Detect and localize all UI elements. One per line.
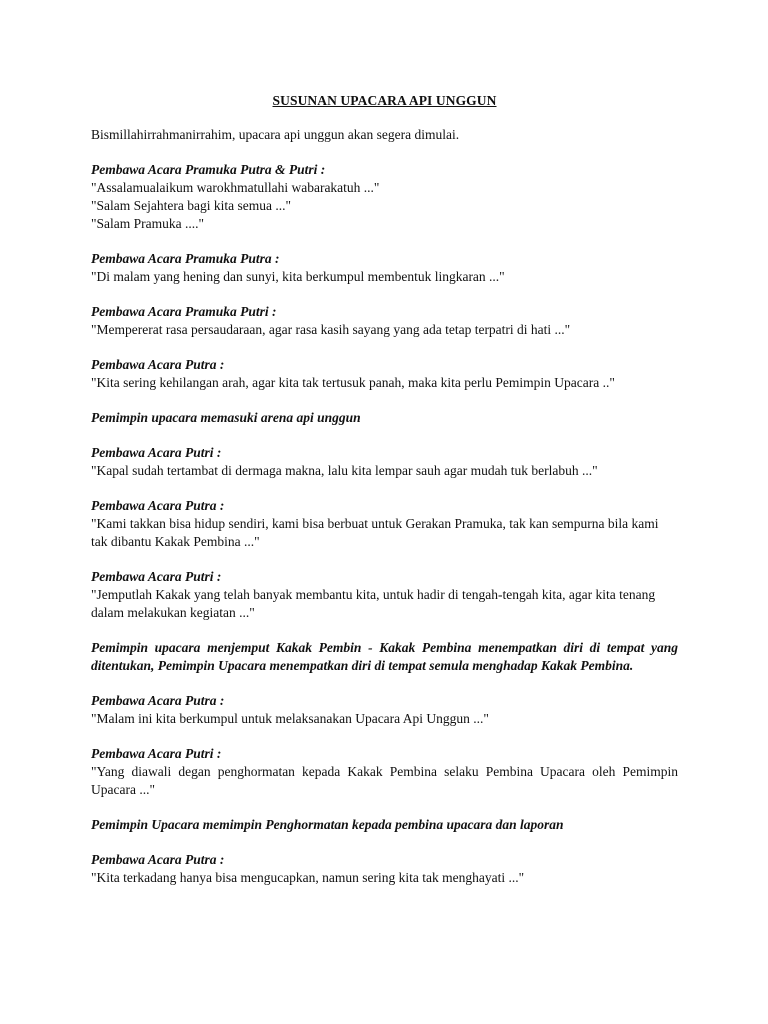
speech-line: "Yang diawali degan penghormatan kepada Kakak Pembina selaku Pembina Upacara oleh Pemimpin Upacara ..."	[91, 764, 678, 797]
speech-line: "Jemputlah Kakak yang telah banyak membantu kita, untuk hadir di tengah-tengah kita, agar kita tenang dalam melakukan kegiatan ..."	[91, 587, 656, 620]
intro-paragraph: Bismillahirrahmanirrahim, upacara api unggun akan segera dimulai.	[91, 127, 460, 142]
speech-block	[91, 692, 678, 728]
speech-line: "Kami takkan bisa hidup sendiri, kami bisa berbuat untuk Gerakan Pramuka, tak kan sempurna bila kami tak dibantu Kakak Pembina ..."	[91, 516, 659, 549]
speech-block	[91, 851, 678, 887]
speaker-label: Pembawa Acara Pramuka Putra :	[91, 251, 280, 266]
speaker-label: Pembawa Acara Pramuka Putri :	[91, 304, 277, 319]
stage-direction: Pemimpin upacara menjemput Kakak Pembin - Kakak Pembina menempatkan diri di tempat yang ditentukan, Pemimpin Upacara menempatkan diri di tempat semula menghadap Kakak Pembina.	[91, 640, 678, 673]
document-page	[91, 92, 678, 904]
speech-block	[91, 497, 678, 551]
speech-block	[91, 250, 678, 286]
document-title: SUSUNAN UPACARA API UNGGUN	[272, 93, 497, 108]
speech-line: "Mempererat rasa persaudaraan, agar rasa kasih sayang yang ada tetap terpatri di hati ..."	[91, 322, 571, 337]
speech-line: "Salam Sejahtera bagi kita semua ..."	[91, 198, 291, 213]
speech-block	[91, 161, 678, 233]
speaker-label: Pembawa Acara Putri :	[91, 746, 222, 761]
stage-direction: Pemimpin upacara memasuki arena api unggun	[91, 410, 361, 425]
speech-block	[91, 303, 678, 339]
speech-line: "Kita terkadang hanya bisa mengucapkan, namun sering kita tak menghayati ..."	[91, 870, 525, 885]
speaker-label: Pembawa Acara Pramuka Putra & Putri :	[91, 162, 326, 177]
speech-block	[91, 356, 678, 392]
speech-line: "Assalamualaikum warokhmatullahi wabarakatuh ..."	[91, 180, 380, 195]
stage-direction: Pemimpin Upacara memimpin Penghormatan kepada pembina upacara dan laporan	[91, 817, 564, 832]
speaker-label: Pembawa Acara Putri :	[91, 445, 222, 460]
speaker-label: Pembawa Acara Putri :	[91, 569, 222, 584]
speech-line: "Salam Pramuka ...."	[91, 216, 205, 231]
speech-line: "Di malam yang hening dan sunyi, kita berkumpul membentuk lingkaran ..."	[91, 269, 505, 284]
speaker-label: Pembawa Acara Putra :	[91, 852, 225, 867]
speech-block	[91, 444, 678, 480]
speech-block	[91, 745, 678, 799]
speaker-label: Pembawa Acara Putra :	[91, 498, 225, 513]
speech-line: "Kapal sudah tertambat di dermaga makna, lalu kita lempar sauh agar mudah tuk berlabuh ..."	[91, 463, 598, 478]
speaker-label: Pembawa Acara Putra :	[91, 693, 225, 708]
speech-block	[91, 568, 678, 622]
speech-line: "Kita sering kehilangan arah, agar kita tak tertusuk panah, maka kita perlu Pemimpin Upacara .."	[91, 375, 615, 390]
speaker-label: Pembawa Acara Putra :	[91, 357, 225, 372]
speech-line: "Malam ini kita berkumpul untuk melaksanakan Upacara Api Unggun ..."	[91, 711, 489, 726]
